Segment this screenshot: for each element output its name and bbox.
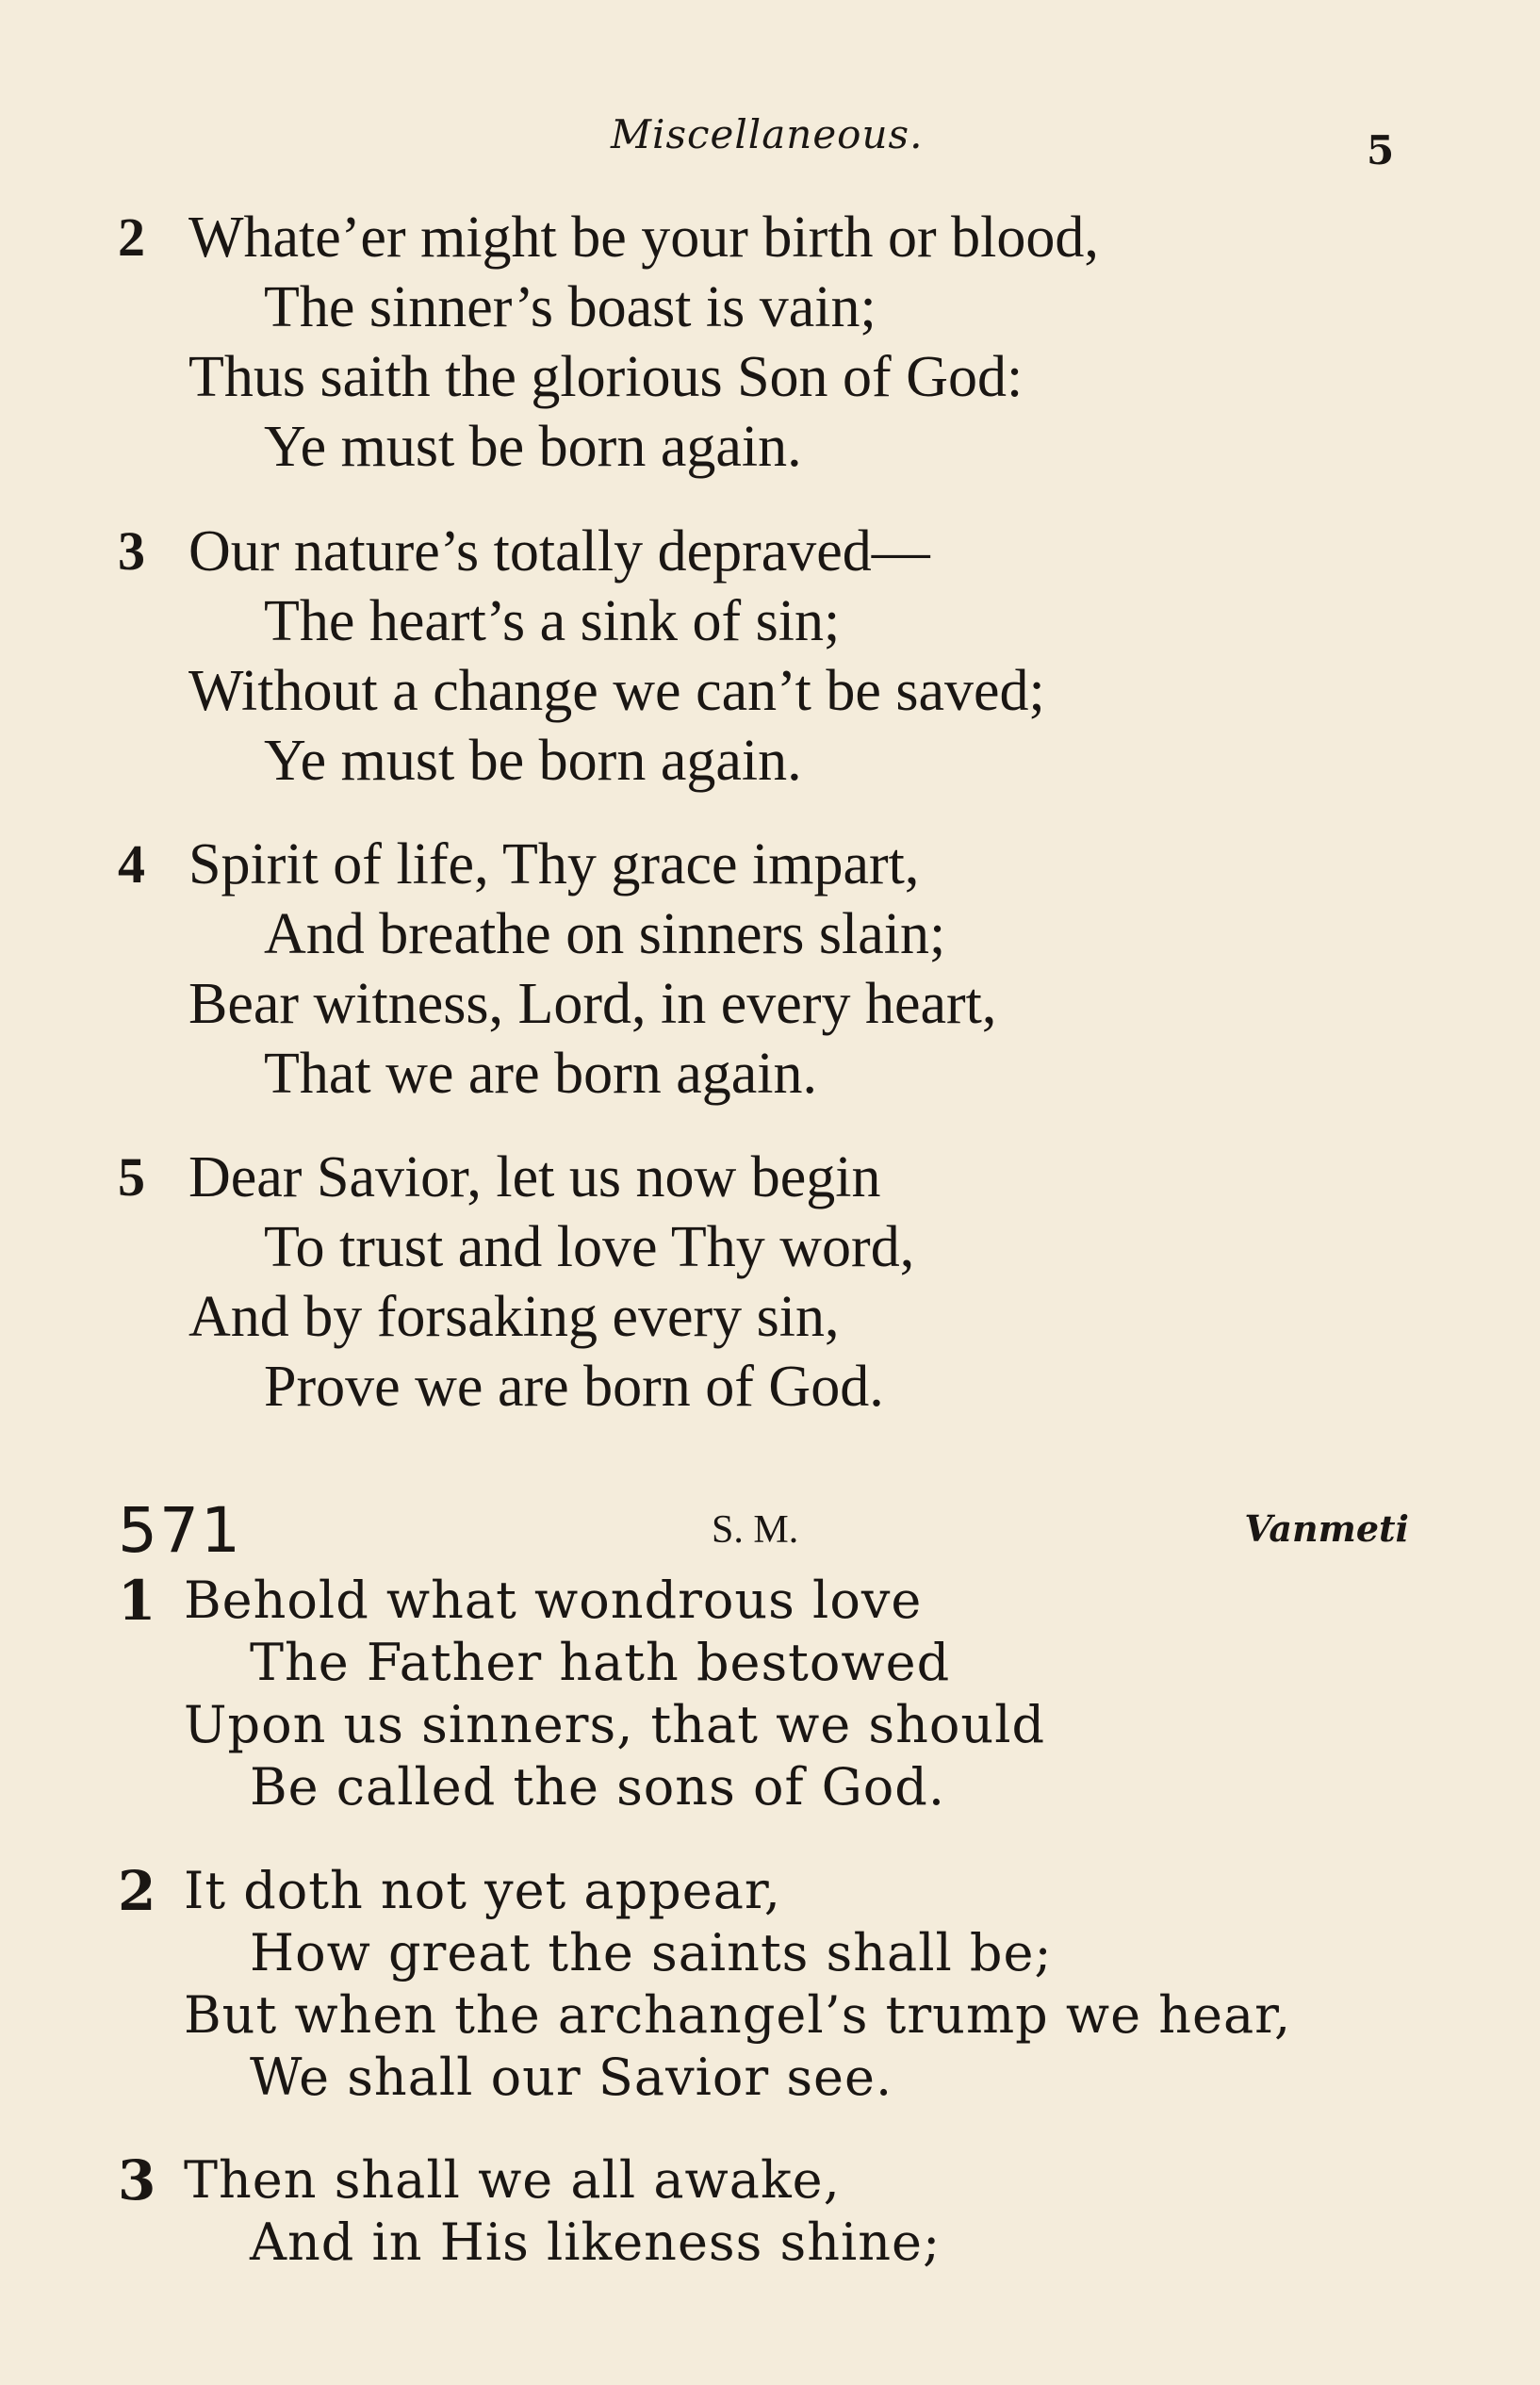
verse-line: To trust and love Thy word, [264, 1215, 915, 1279]
verse-block [118, 517, 1484, 796]
verse-block [118, 830, 1484, 1109]
verse-line-text: It doth not yet appear, [184, 1861, 781, 1920]
verse-line: But when the archangel’s trump we hear, [184, 1985, 1292, 2045]
verse-number: 2 [118, 206, 145, 268]
verse-line [118, 203, 1484, 272]
verse-line [118, 2149, 1484, 2212]
hymn-meter: S. M. [712, 1508, 799, 1552]
verse-block [118, 1143, 1484, 1422]
verse-number: 1 [118, 1569, 157, 1633]
verse-line-text: Spirit of life, Thy grace impart, [188, 832, 920, 896]
verse-line: Prove we are born of God. [264, 1355, 884, 1419]
verse-block [118, 203, 1484, 482]
verse-line: How great the saints shall be; [250, 1923, 1053, 1982]
verse-line [118, 830, 1484, 899]
verse-line: Bear witness, Lord, in every heart, [188, 972, 997, 1036]
verse-block [118, 2149, 1484, 2274]
verse-line [118, 1143, 1484, 1212]
verse-line-text: Our nature’s totally depraved— [188, 519, 930, 584]
verse-line-text: Whate’er might be your birth or blood, [188, 206, 1099, 270]
verse-line: The Father hath bestowed [250, 1633, 951, 1692]
verse-number: 4 [118, 833, 145, 895]
hymn-heading [118, 1494, 1409, 1570]
verse-line [118, 1570, 1484, 1632]
verse-line: Thus saith the glorious Son of God: [188, 345, 1024, 409]
verse-line: And by forsaking every sin, [188, 1285, 840, 1349]
verse-line: And breathe on sinners slain; [264, 902, 946, 966]
verse-line-text: Dear Savior, let us now begin [188, 1145, 881, 1209]
verse-line: Ye must be born again. [264, 415, 802, 479]
hymn-tune-name: Vanmeti [1244, 1507, 1409, 1550]
verse-line-text: Behold what wondrous love [184, 1571, 923, 1630]
verse-line [118, 1860, 1484, 1922]
verse-line: Be called the sons of God. [250, 1757, 945, 1817]
verse-line: That we are born again. [264, 1042, 818, 1106]
verse-number: 3 [118, 2148, 157, 2212]
page-number: 5 [1367, 127, 1395, 173]
verse-line: Upon us sinners, that we should [184, 1695, 1046, 1754]
verse-line: Ye must be born again. [264, 729, 802, 793]
verse-block [118, 1860, 1484, 2109]
verse-line: Without a change we can’t be saved; [188, 659, 1045, 723]
verse-line: We shall our Savior see. [250, 2048, 893, 2107]
verse-line: The heart’s a sink of sin; [264, 589, 841, 653]
verse-line [118, 517, 1484, 586]
verse-number: 2 [118, 1859, 157, 1923]
hymn-number: 571 [118, 1494, 242, 1567]
running-header: Miscellaneous. [611, 111, 924, 157]
verse-number: 5 [118, 1146, 145, 1208]
verse-line-text: Then shall we all awake, [184, 2150, 841, 2210]
verse-line: The sinner’s boast is vain; [264, 275, 876, 339]
verse-block [118, 1570, 1484, 1818]
verse-line: And in His likeness shine; [250, 2212, 942, 2272]
verse-number: 3 [118, 520, 145, 582]
